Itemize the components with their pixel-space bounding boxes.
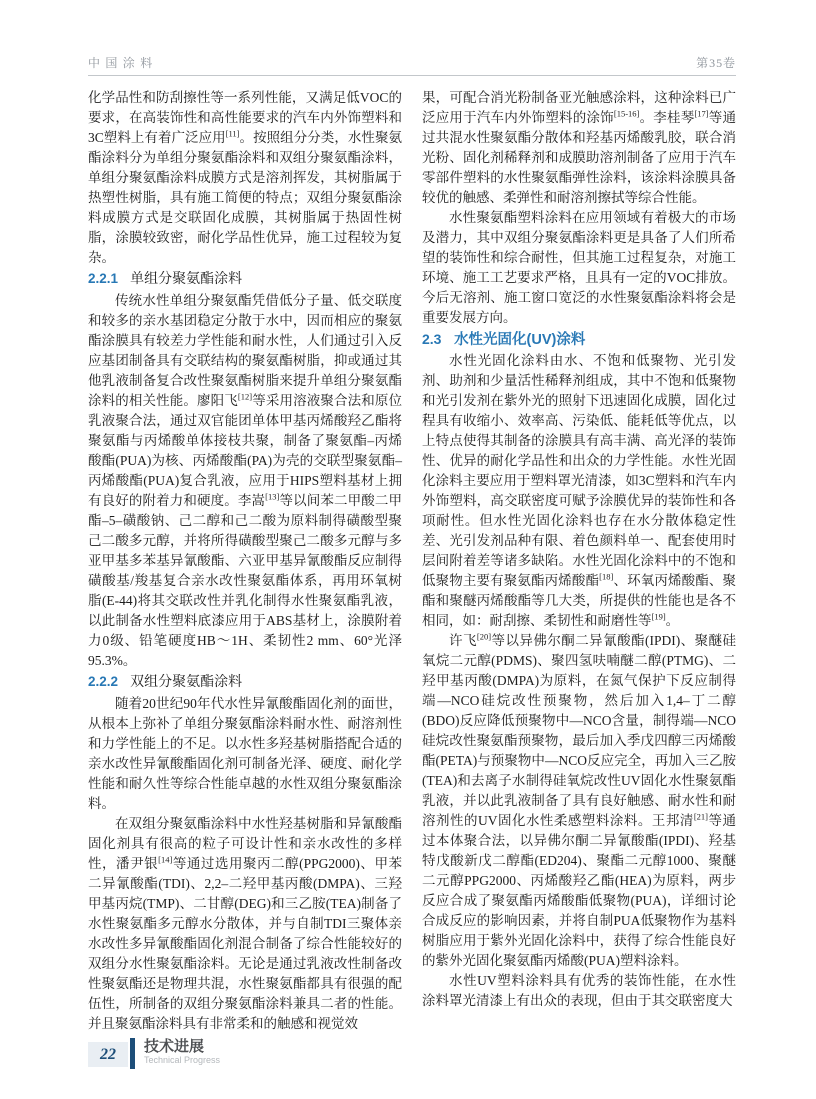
citation-ref: [11] bbox=[225, 128, 240, 139]
citation-ref: [20] bbox=[476, 631, 492, 642]
citation-ref: [21] bbox=[693, 811, 709, 822]
paragraph: 随着20世纪90年代水性异氰酸酯固化剂的面世，从根本上弥补了单组分聚氨酯涂料耐水性、耐溶剂性和力学性能上的不足。以水性多羟基树脂搭配合适的亲水改性异氰酸酯固化剂可制备光泽、硬度、耐化学性能和耐久性等综合性能卓越的水性双组分聚氨酯涂料。 bbox=[88, 696, 402, 811]
citation-ref: [18] bbox=[599, 571, 614, 582]
volume-label: 第35卷 bbox=[696, 56, 736, 70]
citation-ref: [19] bbox=[651, 611, 666, 622]
section-number: 2.3 bbox=[422, 331, 442, 347]
section-heading-2.2.2 bbox=[88, 671, 402, 694]
paragraph: 传统水性单组分聚氨酯凭借低分子量、低交联度和较多的亲水基团稳定分散于水中，因而相应的聚氨酯涂膜具有较差力学性能和耐水性，人们通过引入反应基团制备具有交联结构的聚氨酯树脂，抑或通过其他乳液制备复合改性聚氨酯树脂来提升单组分聚氨酯涂料的相关性能。廖阳飞[12]等采用溶液聚合法和原位乳液聚合法，通过双官能团单体甲基丙烯酸羟乙酯将聚氨酯与丙烯酸单体接枝共聚，制备了聚氨酯–丙烯酸酯(PUA)为核、丙烯酸酯(PA)为壳的交联型聚氨酯–丙烯酸酯(PUA)复合乳液，应用于HIPS塑料基材上拥有良好的附着力和硬度。李嵩[13]等以间苯二甲酸二甲酯–5–磺酸钠、己二醇和己二酸为原料制得磺酸型聚己二酸多元醇，并将所得磺酸型聚己二酸多元醇与多亚甲基多苯基异氰酸酯、六亚甲基异氰酸酯反应制得磺酸基/羧基复合亲水改性聚氨酯体系，再用环氧树脂(E-44)将其交联改性并乳化制得水性聚氨酯乳液，以此制备水性塑料底漆应用于ABS基材上，涂膜附着力0级、铅笔硬度HB～1H、柔韧性2 mm、60°光泽95.3%。 bbox=[88, 293, 403, 668]
paragraph: 果，可配合消光粉制备亚光触感涂料，这种涂料已广泛应用于汽车内外饰塑料的涂饰[15-16]。李桂琴[17]等通过共混水性聚氨酯分散体和羟基丙烯酸乳胶，联合消光粉、固化剂稀释剂和成膜助溶剂制备了应用于汽车零部件塑料的水性聚氨酯弹性涂料，该涂料涂膜具备较优的触感、柔弹性和耐溶剂擦拭等综合性能。 bbox=[422, 90, 737, 205]
journal-title: 中国涂料 bbox=[88, 56, 158, 70]
citation-ref: [13] bbox=[265, 491, 280, 502]
left-column bbox=[88, 88, 402, 1034]
paragraph: 在双组分聚氨酯涂料中水性羟基树脂和异氰酸酯固化剂具有很高的粒子可设计性和亲水改性的多样性，潘尹银[14]等通过选用聚丙二醇(PPG2000)、甲苯二异氰酸酯(TDI)、2,2–二羟甲基丙酸(DMPA)、三羟甲基丙烷(TMP)、二甘醇(DEG)和三乙胺(TEA)制备了水性聚氨酯多元醇水分散体，并与自制TDI三聚体亲水改性多异氰酸酯固化剂混合制备了综合性能较好的双组分水性聚氨酯涂料。无论是通过乳液改性制备改性聚氨酯还是物理共混，水性聚氨酯都具有很强的配伍性，所制备的双组分聚氨酯涂料兼具二者的性能。并且聚氨酯涂料具有非常柔和的触感和视觉效 bbox=[88, 816, 402, 1031]
article-body bbox=[88, 88, 736, 1034]
section-title: 水性光固化(UV)涂料 bbox=[454, 332, 586, 348]
paragraph: 水性UV塑料涂料具有优秀的装饰性能，在水性涂料罩光清漆上有出众的表现，但由于其交联密度大 bbox=[422, 973, 736, 1008]
section-heading-2.3 bbox=[422, 328, 736, 351]
section-title: 单组分聚氨酯涂料 bbox=[130, 272, 243, 287]
footer-section-title-cn: 技术进展 bbox=[144, 1038, 205, 1055]
page-header bbox=[88, 50, 736, 76]
paragraph: 水性光固化涂料由水、不饱和低聚物、光引发剂、助剂和少量活性稀释剂组成，其中不饱和低聚物和光引发剂在紫外光的照射下迅速固化成膜，固化过程具有收缩小、效率高、污染低、能耗低等优点，以上特点使得其制备的涂膜具有高丰满、高光泽的装饰性、优异的耐化学品性和出众的力学性能。水性光固化涂料主要应用于塑料罩光清漆，如3C塑料和汽车内外饰塑料，高交联密度可赋予涂膜优异的装饰性和各项耐性。但水性光固化涂料也存在水分散体稳定性差、光引发剂品种有限、着色颜料单一、配套使用时层间附着差等诸多缺陷。水性光固化涂料中的不饱和低聚物主要有聚氨酯丙烯酸酯[18]、环氧丙烯酸酯、聚酯和聚醚丙烯酸酯等几大类，所提供的性能也是各不相同，如：耐刮擦、柔韧性和耐磨性等[19]。 bbox=[422, 353, 737, 628]
page-footer bbox=[88, 1038, 220, 1069]
section-heading-2.2.1 bbox=[88, 268, 402, 291]
citation-ref: [17] bbox=[694, 108, 709, 119]
section-number: 2.2.1 bbox=[88, 271, 119, 286]
paragraph: 水性聚氨酯塑料涂料在应用领域有着极大的市场及潜力，其中双组分聚氨酯涂料更是具备了人们所希望的装饰性和综合耐性，但其施工过程复杂，对施工环境、施工工艺要求严格，且具有一定的VOC排放。今后无溶剂、施工窗口宽泛的水性聚氨酯涂料将会是重要发展方向。 bbox=[422, 210, 736, 325]
footer-section-title-en: Technical Progress bbox=[144, 1055, 221, 1065]
citation-ref: [14] bbox=[158, 854, 173, 865]
footer-divider-bar bbox=[130, 1038, 135, 1069]
citation-ref: [15-16] bbox=[613, 108, 640, 119]
citation-ref: [12] bbox=[237, 391, 253, 402]
right-column bbox=[422, 88, 736, 1034]
paragraph: 化学品性和防刮擦性等一系列性能，又满足低VOC的要求，在高装饰性和高性能要求的汽车内外饰塑料和3C塑料上有着广泛应用[11]。按照组分分类，水性聚氨酯涂料分为单组分聚氨酯涂料和双组分聚氨酯涂料，单组分聚氨酯涂料成膜方式是溶剂挥发，其树脂属于热塑性树脂，具有施工简便的特点；双组分聚氨酯涂料成膜方式是交联固化成膜，其树脂属于热固性树脂，涂膜较致密，耐化学品性优异，施工过程较为复杂。 bbox=[88, 90, 402, 265]
section-title: 双组分聚氨酯涂料 bbox=[130, 675, 243, 690]
paragraph: 许飞[20]等以异佛尔酮二异氰酸酯(IPDI)、聚醚硅氧烷二元醇(PDMS)、聚四氢呋喃醚二醇(PTMG)、二羟甲基丙酸(DMPA)为原料，在氮气保护下反应制得端—NCO硅烷改性预聚物，然后加入1,4–丁二醇(BDO)反应降低预聚物中—NCO含量，制得端—NCO硅烷改性聚氨酯预聚物，最后加入季戊四醇三丙烯酸酯(PETA)与预聚物中—NCO反应完全，再加入三乙胺(TEA)和去离子水制得硅氧烷改性UV固化水性聚氨酯乳液，并以此乳液制备了具有良好触感、耐水性和耐溶剂性的UV固化水性柔感塑料涂料。王邦清[21]等通过本体聚合法，以异佛尔酮二异氰酸酯(IPDI)、羟基特戊酸新戊二醇酯(ED204)、聚酯二元醇1000、聚醚二元醇PPG2000、丙烯酸羟乙酯(HEA)为原料，两步反应合成了聚氨酯丙烯酸酯低聚物(PUA)，详细讨论合成反应的影响因素，并将自制PUA低聚物作为基料树脂应用于紫外光固化涂料中，获得了综合性能良好的紫外光固化聚氨酯丙烯酸(PUA)塑料涂料。 bbox=[422, 631, 736, 968]
footer-section bbox=[144, 1038, 220, 1066]
section-number: 2.2.2 bbox=[88, 674, 119, 689]
page-number: 22 bbox=[88, 1042, 128, 1067]
